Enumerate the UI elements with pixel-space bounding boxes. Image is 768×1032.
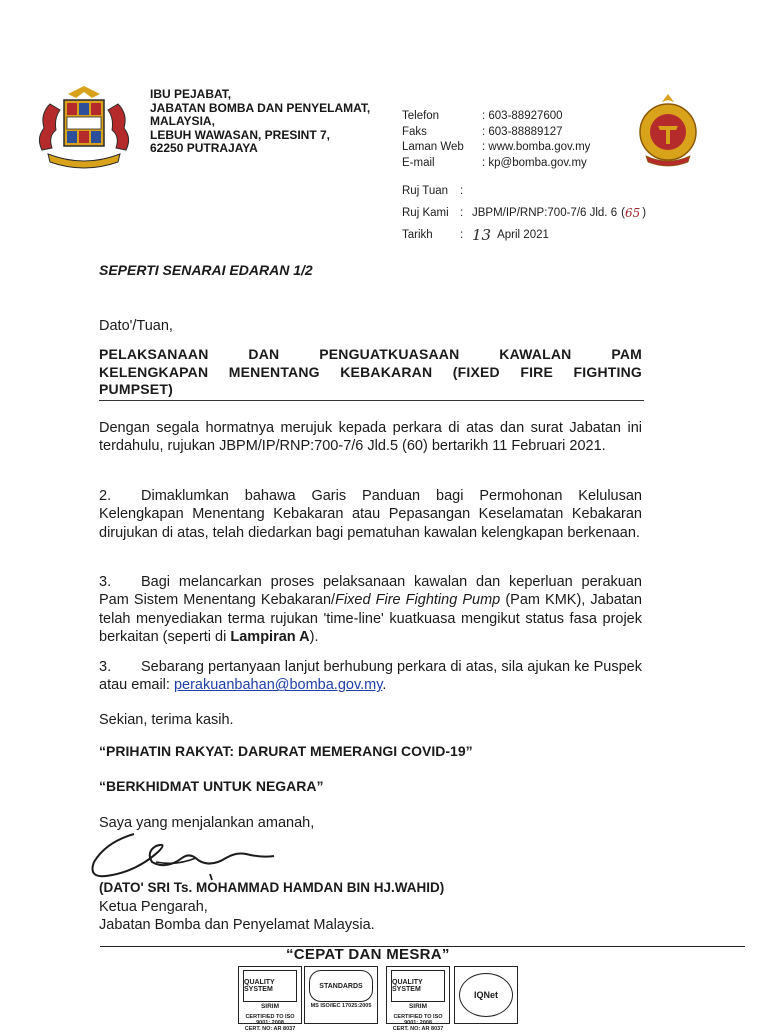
address-line: JABATAN BOMBA DAN PENYELAMAT, [150, 100, 371, 115]
recipient-line: SEPERTI SENARAI EDARAN 1/2 [99, 262, 313, 278]
cert-line: CERT. NO: AR 8037 [244, 1026, 296, 1032]
bomba-emblem-logo [632, 92, 704, 170]
cert-org: MS ISO/IEC 17025:2005 [310, 1003, 372, 1009]
subject-line: PELAKSANAAN DAN PENGUATKUASAAN KAWALAN PAM [99, 346, 642, 362]
contact-value: : 603-88889127 [482, 125, 563, 138]
contact-row-telefon [402, 109, 590, 125]
cert-line: CERT. NO: AR 8037 [392, 1026, 444, 1032]
ref-value: JBPM/IP/RNP:700-7/6 Jld. 6 [472, 207, 618, 219]
signatory-department: Jabatan Bomba dan Penyelamat Malaysia. [99, 917, 375, 933]
cert-text [239, 1014, 301, 1032]
paragraph-text: Dimaklumkan bahawa Garis Panduan bagi Permohonan Kelulusan Kelengkapan Menentang Kebakaran atau Pepasangan Keselamatan Kebakaran dirujukan di atas, telah diedarkan bagi pematuhan kawalan kelengkapan berkenaan. [99, 488, 642, 541]
cert-badge-sirim-2 [386, 966, 450, 1032]
handwritten-date-day: 13 [472, 226, 492, 244]
address-line: 62250 PUTRAJAYA [150, 141, 258, 156]
cert-badge-iqnet [454, 966, 518, 1024]
paragraph-4 [99, 658, 642, 695]
paragraph-text: . [382, 677, 387, 694]
paragraph-number: 3. [99, 574, 112, 590]
paragraph-number: 3. [99, 659, 112, 675]
contact-value: : kp@bomba.gov.my [482, 156, 587, 169]
paragraph-text: Bagi melancarkan proses pelaksanaan kawalan dan keperluan perakuan Pam Sistem Menentang Kebakaran/ [99, 574, 642, 609]
contact-row-faks [402, 125, 590, 141]
ref-handwritten-close: ) [642, 207, 647, 219]
signatory-title: Ketua Pengarah, [99, 899, 208, 915]
letter-subject [99, 346, 642, 399]
lampiran-a-reference: Lampiran A [230, 628, 310, 645]
sender-address [150, 88, 370, 156]
ref-row-ruj-tuan [402, 180, 646, 202]
cert-org: SIRIM [260, 1003, 280, 1010]
contact-row-email [402, 156, 590, 172]
ref-row-ruj-kami [402, 202, 646, 224]
cert-logo: IQNet [459, 973, 513, 1017]
cert-logo: QUALITY SYSTEM [243, 970, 297, 1002]
ref-colon: : [460, 229, 464, 241]
paragraph-1: Dengan segala hormatnya merujuk kepada perkara di atas dan surat Jabatan ini terdahulu, rujukan JBPM/IP/RNP:700-7/6 Jld.5 (60) bertarikh 11 Februari 2021. [99, 420, 642, 455]
contact-row-web [402, 140, 590, 156]
cert-logo: STANDARDS [309, 970, 373, 1002]
contact-label: Faks [402, 125, 427, 138]
paragraph-3 [99, 573, 642, 646]
cert-org: SIRIM [408, 1003, 428, 1010]
contact-label: E-mail [402, 156, 435, 169]
subject-line: KELENGKAPAN MENENTANG KEBAKARAN (FIXED FIRE FIGHTING [99, 363, 642, 380]
handwritten-ref-number: 65 [624, 206, 641, 220]
salutation: Dato'/Tuan, [99, 318, 173, 334]
reference-block [402, 180, 646, 246]
paragraph-italic: Fixed Fire Fighting Pump [335, 592, 501, 609]
address-line: IBU PEJABAT, [150, 87, 232, 101]
slogan-covid: “PRIHATIN RAKYAT: DARURAT MEMERANGI COVID-19” [99, 743, 473, 759]
ref-label: Ruj Tuan [402, 185, 449, 197]
paragraph-number: 2. [99, 488, 112, 504]
address-line: MALAYSIA, [150, 114, 215, 129]
address-line: LEBUH WAWASAN, PRESINT 7, [150, 127, 331, 142]
paragraph-text: (Pam KMK), Jabatan telah menyediakan terma rujukan 'time-line' kuatkuasa mengikut status fasa projek berkaitan (seperti di [99, 592, 642, 645]
contact-value: : www.bomba.gov.my [482, 141, 591, 153]
subject-line: PUMPSET) [99, 381, 173, 397]
cert-line: CERTIFIED TO ISO 9001: 2008 [245, 1014, 295, 1026]
ref-label: Tarikh [402, 229, 433, 241]
cert-badge-standards [304, 966, 378, 1024]
footer-motto: “CEPAT DAN MESRA” [286, 946, 450, 963]
ref-handwritten-open: ( [621, 207, 625, 219]
handwritten-signature [86, 822, 286, 884]
paragraph-text: Sebarang pertanyaan lanjut berhubung perkara di atas, sila ajukan ke Puspek atau email: [99, 659, 642, 694]
signatory-name: (DATO' SRI Ts. MOHAMMAD HAMDAN BIN HJ.WAHID) [99, 880, 445, 895]
ref-colon: : [460, 207, 464, 219]
slogan-berkhidmat: “BERKHIDMAT UNTUK NEGARA” [99, 778, 324, 794]
cert-logo: QUALITY SYSTEM [391, 970, 445, 1002]
contact-value: : 603-88927600 [482, 110, 563, 122]
subject-underline [99, 400, 644, 401]
ref-date-value: April 2021 [497, 229, 549, 241]
ref-colon: : [460, 185, 464, 197]
sign-off: Saya yang menjalankan amanah, [99, 815, 315, 831]
cert-text [387, 1014, 449, 1032]
paragraph-text: ). [309, 628, 319, 645]
malaysia-coat-of-arms-logo [28, 84, 140, 170]
contact-details [402, 109, 590, 171]
ref-label: Ruj Kami [402, 207, 449, 219]
contact-label: Telefon [402, 110, 440, 122]
paragraph-2 [99, 487, 642, 542]
cert-badge-sirim-1 [238, 966, 302, 1032]
cert-line: CERTIFIED TO ISO 9001: 2008 [393, 1014, 443, 1026]
contact-label: Laman Web [402, 141, 464, 153]
ref-row-tarikh [402, 224, 646, 246]
closing-line: Sekian, terima kasih. [99, 712, 234, 728]
email-link[interactable]: perakuanbahan@bomba.gov.my [173, 677, 383, 694]
